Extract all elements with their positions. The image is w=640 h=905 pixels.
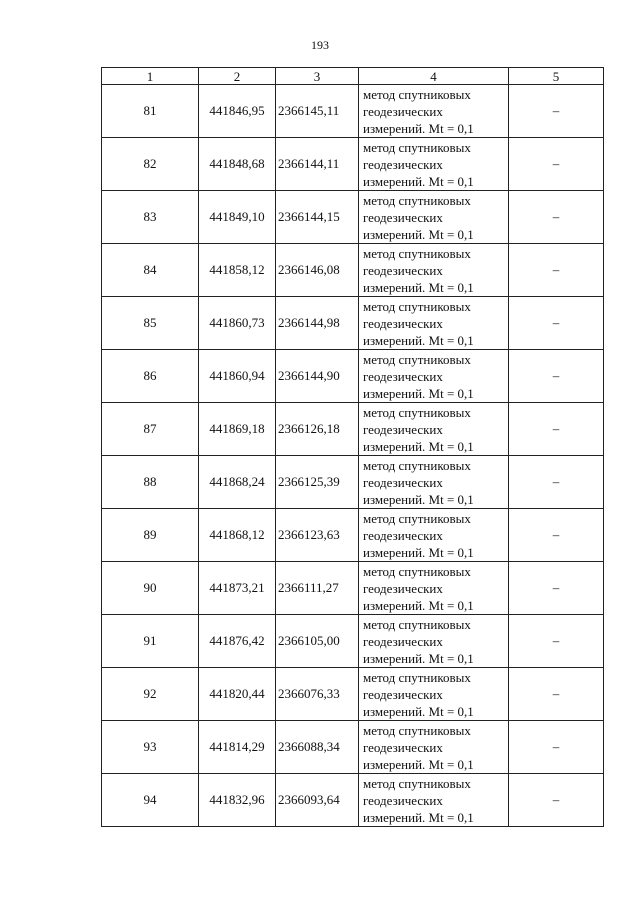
method-line-2: геодезических — [363, 580, 443, 596]
coord-x: 441848,68 — [199, 138, 276, 191]
coord-x: 441876,42 — [199, 615, 276, 668]
method-line-2: геодезических — [363, 633, 443, 649]
method-line-2: геодезических — [363, 103, 443, 119]
coord-y: 2366144,98 — [276, 297, 359, 350]
coord-x: 441814,29 — [199, 721, 276, 774]
coord-x: 441873,21 — [199, 562, 276, 615]
dash-mark: – — [552, 792, 560, 807]
method-line-3: измерений. Mt = 0,1 — [363, 756, 474, 772]
coord-x: 441820,44 — [199, 668, 276, 721]
method-cell — [359, 350, 509, 403]
method-cell — [359, 138, 509, 191]
table-row — [102, 403, 604, 456]
extra-cell — [509, 403, 604, 456]
method-cell — [359, 774, 509, 827]
method-line-3: измерений. Mt = 0,1 — [363, 226, 474, 242]
method-line-3: измерений. Mt = 0,1 — [363, 491, 474, 507]
dash-mark: – — [552, 421, 560, 436]
coord-y: 2366111,27 — [276, 562, 359, 615]
method-cell — [359, 456, 509, 509]
method-line-1: метод спутниковых — [363, 510, 471, 526]
dash-mark: – — [552, 527, 560, 542]
method-line-2: геодезических — [363, 315, 443, 331]
dash-mark: – — [552, 103, 560, 118]
method-line-1: метод спутниковых — [363, 86, 471, 102]
method-line-1: метод спутниковых — [363, 669, 471, 685]
header-col-3: 3 — [276, 68, 359, 85]
table-row — [102, 668, 604, 721]
table-row — [102, 615, 604, 668]
method-line-1: метод спутниковых — [363, 139, 471, 155]
coord-y: 2366076,33 — [276, 668, 359, 721]
point-number: 83 — [102, 191, 199, 244]
extra-cell — [509, 774, 604, 827]
coordinates-table — [101, 67, 604, 827]
table-row — [102, 350, 604, 403]
coord-y: 2366088,34 — [276, 721, 359, 774]
header-row — [102, 68, 604, 85]
extra-cell — [509, 138, 604, 191]
method-cell — [359, 615, 509, 668]
table-row — [102, 456, 604, 509]
coord-x: 441860,94 — [199, 350, 276, 403]
point-number: 86 — [102, 350, 199, 403]
dash-mark: – — [552, 474, 560, 489]
point-number: 90 — [102, 562, 199, 615]
dash-mark: – — [552, 368, 560, 383]
dash-mark: – — [552, 262, 560, 277]
method-cell — [359, 191, 509, 244]
table-row — [102, 191, 604, 244]
coord-y: 2366144,15 — [276, 191, 359, 244]
extra-cell — [509, 297, 604, 350]
method-cell — [359, 244, 509, 297]
table-row — [102, 562, 604, 615]
coord-y: 2366145,11 — [276, 85, 359, 138]
coord-x: 441846,95 — [199, 85, 276, 138]
point-number: 82 — [102, 138, 199, 191]
header-col-5: 5 — [509, 68, 604, 85]
coord-x: 441869,18 — [199, 403, 276, 456]
method-cell — [359, 721, 509, 774]
method-line-1: метод спутниковых — [363, 722, 471, 738]
coord-x: 441858,12 — [199, 244, 276, 297]
header-col-1: 1 — [102, 68, 199, 85]
method-line-1: метод спутниковых — [363, 457, 471, 473]
method-line-3: измерений. Mt = 0,1 — [363, 809, 474, 825]
extra-cell — [509, 350, 604, 403]
method-line-1: метод спутниковых — [363, 404, 471, 420]
extra-cell — [509, 562, 604, 615]
extra-cell — [509, 615, 604, 668]
extra-cell — [509, 191, 604, 244]
coord-y: 2366105,00 — [276, 615, 359, 668]
method-cell — [359, 297, 509, 350]
table-row — [102, 297, 604, 350]
header-col-4: 4 — [359, 68, 509, 85]
coord-x: 441868,24 — [199, 456, 276, 509]
table-row — [102, 244, 604, 297]
point-number: 85 — [102, 297, 199, 350]
method-cell — [359, 562, 509, 615]
table-row — [102, 85, 604, 138]
method-line-3: измерений. Mt = 0,1 — [363, 703, 474, 719]
coord-x: 441868,12 — [199, 509, 276, 562]
method-line-2: геодезических — [363, 527, 443, 543]
coord-x: 441860,73 — [199, 297, 276, 350]
extra-cell — [509, 668, 604, 721]
method-line-2: геодезических — [363, 474, 443, 490]
dash-mark: – — [552, 580, 560, 595]
point-number: 84 — [102, 244, 199, 297]
point-number: 93 — [102, 721, 199, 774]
point-number: 81 — [102, 85, 199, 138]
dash-mark: – — [552, 739, 560, 754]
method-line-2: геодезических — [363, 421, 443, 437]
coord-y: 2366126,18 — [276, 403, 359, 456]
method-line-3: измерений. Mt = 0,1 — [363, 438, 474, 454]
extra-cell — [509, 85, 604, 138]
point-number: 94 — [102, 774, 199, 827]
method-line-2: геодезических — [363, 156, 443, 172]
method-line-3: измерений. Mt = 0,1 — [363, 385, 474, 401]
point-number: 91 — [102, 615, 199, 668]
dash-mark: – — [552, 686, 560, 701]
method-line-1: метод спутниковых — [363, 563, 471, 579]
method-cell — [359, 85, 509, 138]
extra-cell — [509, 456, 604, 509]
point-number: 88 — [102, 456, 199, 509]
coord-y: 2366125,39 — [276, 456, 359, 509]
table-body — [102, 85, 604, 827]
dash-mark: – — [552, 156, 560, 171]
coord-y: 2366144,11 — [276, 138, 359, 191]
coord-x: 441849,10 — [199, 191, 276, 244]
method-line-2: геодезических — [363, 686, 443, 702]
method-cell — [359, 668, 509, 721]
method-line-2: геодезических — [363, 368, 443, 384]
table-row — [102, 774, 604, 827]
method-line-3: измерений. Mt = 0,1 — [363, 597, 474, 613]
method-line-1: метод спутниковых — [363, 245, 471, 261]
method-line-1: метод спутниковых — [363, 775, 471, 791]
method-cell — [359, 403, 509, 456]
header-col-2: 2 — [199, 68, 276, 85]
point-number: 87 — [102, 403, 199, 456]
table-row — [102, 721, 604, 774]
coord-y: 2366144,90 — [276, 350, 359, 403]
method-line-2: геодезических — [363, 739, 443, 755]
coord-y: 2366123,63 — [276, 509, 359, 562]
dash-mark: – — [552, 315, 560, 330]
coord-x: 441832,96 — [199, 774, 276, 827]
method-line-3: измерений. Mt = 0,1 — [363, 279, 474, 295]
extra-cell — [509, 509, 604, 562]
extra-cell — [509, 721, 604, 774]
method-line-2: геодезических — [363, 209, 443, 225]
extra-cell — [509, 244, 604, 297]
method-line-3: измерений. Mt = 0,1 — [363, 650, 474, 666]
point-number: 92 — [102, 668, 199, 721]
table-row — [102, 138, 604, 191]
point-number: 89 — [102, 509, 199, 562]
method-line-1: метод спутниковых — [363, 351, 471, 367]
method-line-3: измерений. Mt = 0,1 — [363, 332, 474, 348]
method-line-1: метод спутниковых — [363, 298, 471, 314]
method-line-3: измерений. Mt = 0,1 — [363, 120, 474, 136]
method-line-2: геодезических — [363, 792, 443, 808]
page-number: 193 — [311, 38, 329, 52]
table-row — [102, 509, 604, 562]
dash-mark: – — [552, 209, 560, 224]
method-line-1: метод спутниковых — [363, 192, 471, 208]
method-line-2: геодезических — [363, 262, 443, 278]
method-cell — [359, 509, 509, 562]
method-line-3: измерений. Mt = 0,1 — [363, 173, 474, 189]
method-line-3: измерений. Mt = 0,1 — [363, 544, 474, 560]
method-line-1: метод спутниковых — [363, 616, 471, 632]
coord-y: 2366146,08 — [276, 244, 359, 297]
coord-y: 2366093,64 — [276, 774, 359, 827]
dash-mark: – — [552, 633, 560, 648]
